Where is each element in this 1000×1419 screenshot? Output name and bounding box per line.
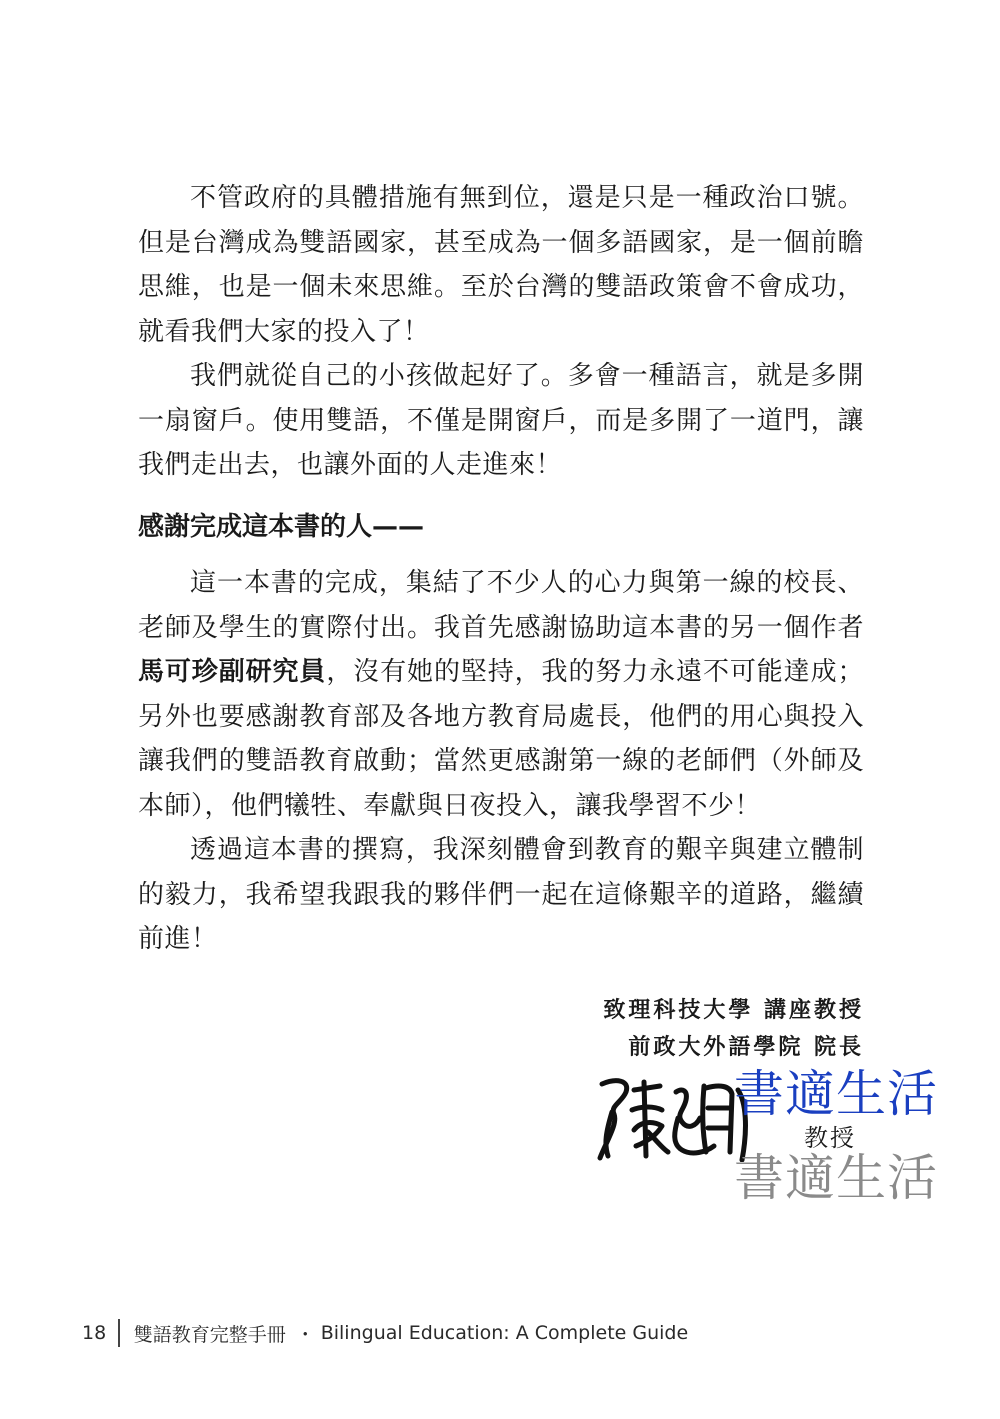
paragraph: 透過這本書的撰寫，我深刻體會到教育的艱辛與建立體制的毅力，我希望我跟我的夥伴們一起在這條艱辛的道路，繼續前進！ [138, 835, 864, 954]
paragraph-text: 這一本書的完成，集結了不少人的心力與第一線的校長、老師及學生的實際付出。我首先感謝協助這本書的另一個作者 [138, 568, 864, 643]
watermark-blue: 書適生活 [734, 1065, 938, 1123]
bold-name: 馬可珍副研究員 [138, 657, 327, 687]
footer-divider [118, 1319, 120, 1347]
author-affiliation-1: 致理科技大學 講座教授 [603, 997, 864, 1023]
author-title: 教授 [804, 1124, 856, 1152]
footer-bullet: ・ [295, 1323, 315, 1346]
page-number: 18 [82, 1322, 107, 1344]
paragraph: 我們就從自己的小孩做起好了。多會一種語言，就是多開一扇窗戶。使用雙語，不僅是開窗戶，而是多開了一道門，讓我們走出去，也讓外面的人走進來！ [138, 361, 864, 480]
section-heading: 感謝完成這本書的人—— [138, 512, 425, 542]
paragraph-text: ，沒有她的堅持，我的努力永遠不可能達成；另外也要感謝教育部及各地方教育局處長，他們的用心與投入讓我們的雙語教育啟動；當然更感謝第一線的老師們（外師及本師），他們犧牲、奉獻與日夜投入，讓我學習不少！ [138, 657, 864, 821]
watermark-gray: 書適生活 [734, 1149, 938, 1207]
body-section-acknowledgements [138, 561, 864, 962]
author-affiliation-2: 前政大外語學院 院長 [628, 1034, 864, 1060]
book-title-zh: 雙語教育完整手冊 [133, 1323, 286, 1346]
body-section-opening [138, 176, 864, 488]
page-footer [82, 1318, 688, 1348]
book-title-en: Bilingual Education: A Complete Guide [320, 1322, 689, 1344]
paragraph [138, 561, 864, 828]
paragraph: 不管政府的具體措施有無到位，還是只是一種政治口號。但是台灣成為雙語國家，甚至成為一個多語國家，是一個前瞻思維，也是一個未來思維。至於台灣的雙語政策會不會成功，就看我們大家的投入了！ [138, 183, 864, 347]
handwritten-signature [596, 1072, 756, 1162]
